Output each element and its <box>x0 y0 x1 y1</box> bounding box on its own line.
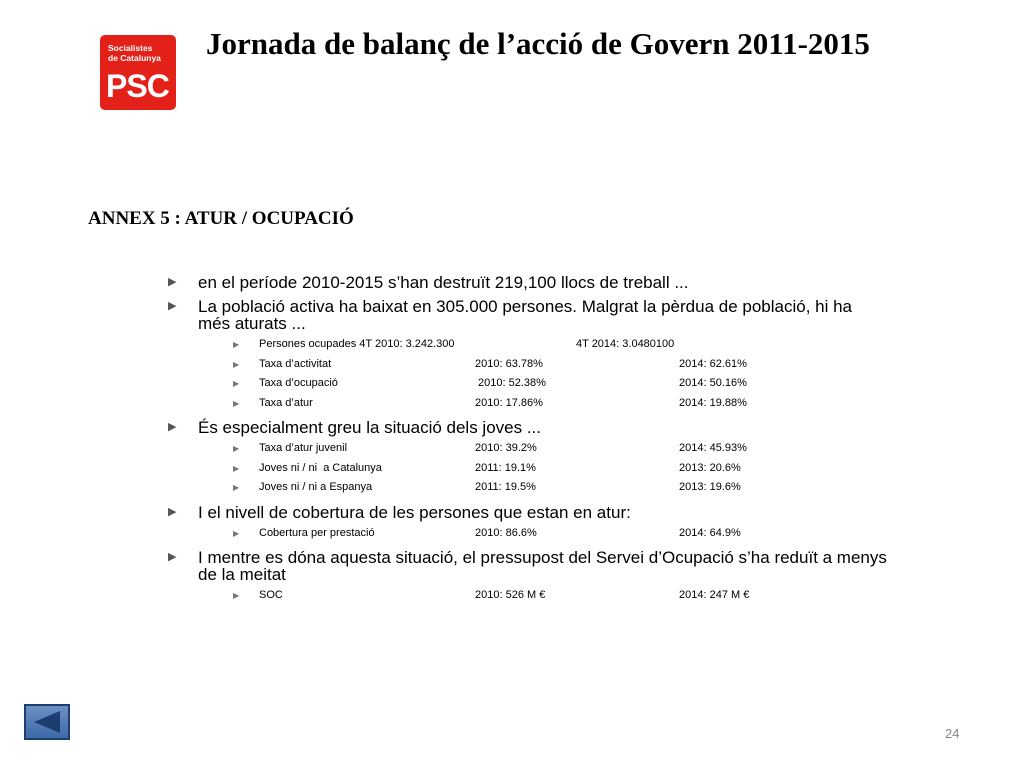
list-item <box>168 504 888 521</box>
list-item <box>168 549 888 583</box>
page-title: Jornada de balanç de l’acció de Govern 2011-2015 <box>206 26 870 61</box>
sub-list-item <box>168 461 888 481</box>
sub-item-value-1: 2010: 63.78% <box>475 357 543 370</box>
section-heading: ANNEX 5 : ATUR / OCUPACIÓ <box>88 208 354 229</box>
sub-list-item <box>168 588 888 608</box>
sub-item-value-2: 2014: 64.9% <box>679 526 741 539</box>
logo-brand: PSC <box>106 68 169 104</box>
back-button[interactable] <box>24 704 70 740</box>
sub-item-value-2: 2014: 62.61% <box>679 357 747 370</box>
list-item-text: La població activa ha baixat en 305.000 persones. Malgrat la pèrdua de població, hi ha més aturats ... <box>198 297 853 333</box>
sub-list-item <box>168 480 888 500</box>
sub-item-value-1: 2010: 86.6% <box>475 526 537 539</box>
triangle-bullet-icon: ▶ <box>233 340 240 349</box>
triangle-bullet-icon: ▶ <box>233 483 240 492</box>
sub-item-value-1: 2011: 19.1% <box>475 461 536 474</box>
sub-item-value-2: 2014: 45.93% <box>679 442 747 454</box>
sub-list-item <box>168 441 888 461</box>
sub-item-value-1: 2010: 39.2% <box>475 442 537 454</box>
sub-list-item <box>168 526 888 546</box>
sub-item-label: SOC <box>259 589 283 601</box>
sub-list-item <box>168 337 888 357</box>
psc-logo <box>100 35 176 110</box>
list-item <box>168 298 888 332</box>
sub-item-value-1: 2010: 526 M € <box>475 589 546 601</box>
sub-list-item <box>168 396 888 416</box>
triangle-bullet-icon: ▶ <box>233 591 240 600</box>
sub-item-label: Taxa d’ocupació <box>259 377 338 389</box>
triangle-bullet-icon: ▶ <box>168 551 177 563</box>
sub-item-label: Taxa d’activitat <box>259 357 332 370</box>
triangle-bullet-icon: ▶ <box>168 276 177 288</box>
list-item-text: És especialment greu la situació dels joves ... <box>198 418 542 437</box>
list-item <box>168 274 888 291</box>
sub-item-label: Persones ocupades 4T 2010: 3.242.300 <box>259 338 455 350</box>
bullet-list <box>168 274 888 608</box>
sub-item-value-1: 2010: 17.86% <box>475 396 543 409</box>
triangle-bullet-icon: ▶ <box>233 528 240 538</box>
list-item-text: I mentre es dóna aquesta situació, el pressupost del Servei d’Ocupació s’ha reduït a menys de la meitat <box>198 548 887 584</box>
page-number: 24 <box>945 726 960 741</box>
list-item-text: en el període 2010-2015 s’han destruït 219,100 llocs de treball ... <box>198 273 689 292</box>
sub-item-value-2: 2014: 50.16% <box>679 377 747 389</box>
sub-item-value-2: 2014: 247 M € <box>679 589 750 601</box>
triangle-bullet-icon: ▶ <box>168 505 177 518</box>
triangle-bullet-icon: ▶ <box>233 444 240 453</box>
sub-item-label: Cobertura per prestació <box>259 526 375 539</box>
triangle-bullet-icon: ▶ <box>233 398 240 408</box>
triangle-bullet-icon: ▶ <box>233 463 240 473</box>
list-item-text: I el nivell de cobertura de les persones que estan en atur: <box>198 502 631 522</box>
triangle-bullet-icon: ▶ <box>233 379 240 388</box>
sub-item-value-2: 2013: 20.6% <box>679 461 741 474</box>
list-item <box>168 419 888 436</box>
sub-item-value-2: 2013: 19.6% <box>679 481 741 493</box>
back-arrow-icon <box>34 711 60 733</box>
sub-list-item <box>168 376 888 396</box>
triangle-bullet-icon: ▶ <box>233 359 240 369</box>
sub-item-label: Taxa d’atur <box>259 396 313 409</box>
sub-item-value-2: 4T 2014: 3.0480100 <box>576 338 675 350</box>
logo-tagline: Socialistes de Catalunya <box>108 43 161 63</box>
sub-item-value-1: 2010: 52.38% <box>475 377 546 389</box>
sub-item-label: Taxa d’atur juvenil <box>259 442 348 454</box>
sub-list-item <box>168 357 888 377</box>
sub-item-value-2: 2014: 19.88% <box>679 396 747 409</box>
sub-item-value-1: 2011: 19.5% <box>475 481 536 493</box>
sub-item-label: Joves ni / ni a Espanya <box>259 481 373 493</box>
sub-item-label: Joves ni / ni a Catalunya <box>259 461 382 474</box>
triangle-bullet-icon: ▶ <box>168 300 177 312</box>
triangle-bullet-icon: ▶ <box>168 421 177 433</box>
